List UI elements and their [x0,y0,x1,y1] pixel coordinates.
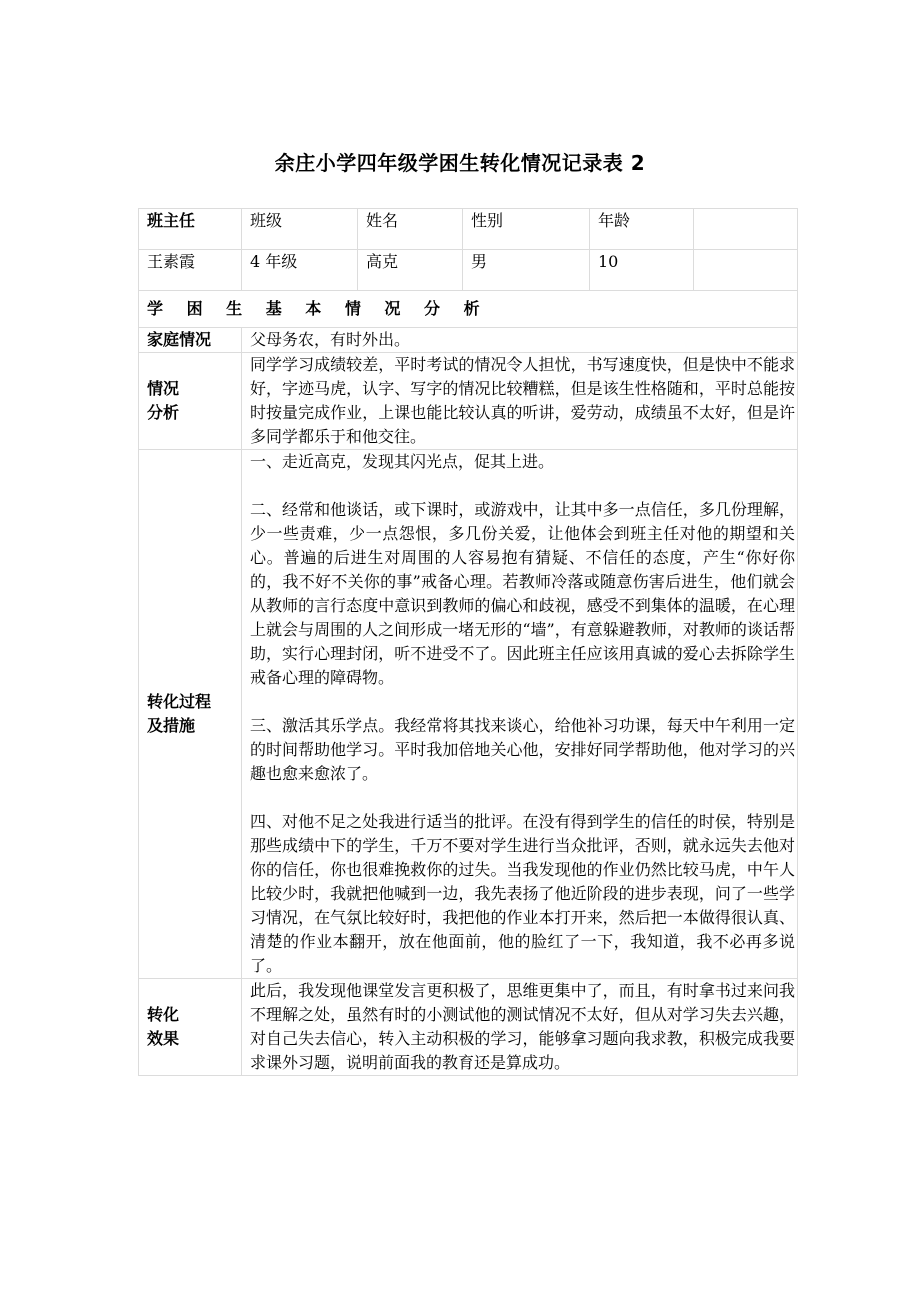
process-label-line2: 及措施 [147,716,196,735]
section-title: 学 困 生 基 本 情 况 分 析 [139,291,798,328]
family-text: 父母务农，有时外出。 [242,328,798,353]
process-paragraph-2: 二、经常和他谈话，或下课时，或游戏中，让其中多一点信任，多几份理解，少一些责难，少一点怨恨，多几份关爱，让他体会到班主任对他的期望和关心。普遍的后进生对周围的人容易抱有猜疑、不信任的态度，产生“你好你的，我不好不关你的事”戒备心理。若教师冷落或随意伤害后进生，他们就会从教师的言行态度中意识到教师的偏心和歧视，感受不到集体的温暖，在心理上就会与周围的人之间形成一堵无形的“墙”，有意躲避教师，对教师的谈话帮助，实行心理封闭，听不进受不了。因此班主任应该用真诚的爱心去拆除学生戒备心理的障碍物。 [250,500,795,687]
family-row [139,328,798,353]
effect-label [139,979,242,1076]
analysis-label-line2: 分析 [147,403,180,422]
analysis-row [139,353,798,450]
process-paragraph-1: 一、走近高克，发现其闪光点，促其上进。 [250,452,555,471]
header-value-row [139,250,798,291]
label-name: 姓名 [358,209,463,250]
value-name: 高克 [358,250,463,291]
value-age: 10 [590,250,694,291]
analysis-label [139,353,242,450]
analysis-label-line1: 情况 [147,379,180,398]
page-title: 余庄小学四年级学困生转化情况记录表 2 [274,151,646,175]
analysis-text: 同学学习成绩较差，平时考试的情况令人担忧，书写速度快，但是快中不能求好，字迹马虎，认字、写字的情况比较糟糕，但是该生性格随和，平时总能按时按量完成作业，上课也能比较认真的听讲，爱劳动，成绩虽不太好，但是许多同学都乐于和他交往。 [242,353,798,450]
process-text [242,450,798,979]
value-head-teacher: 王素霞 [139,250,242,291]
effect-text: 此后，我发现他课堂发言更积极了，思维更集中了，而且，有时拿书过来问我不理解之处，虽然有时的小测试他的测试情况不太好，但从对学习失去兴趣，对自己失去信心，转入主动积极的学习，能够拿习题向我求教，积极完成我要求课外习题，说明前面我的教育还是算成功。 [242,979,798,1076]
family-label: 家庭情况 [139,328,242,353]
label-age: 年龄 [590,209,694,250]
value-class: 4 年级 [242,250,358,291]
process-row [139,450,798,979]
effect-row [139,979,798,1076]
process-label [139,450,242,979]
label-head-teacher: 班主任 [139,209,242,250]
empty-cell [694,250,798,291]
effect-label-line1: 转化 [147,1005,180,1024]
value-gender: 男 [463,250,590,291]
process-label-line1: 转化过程 [147,692,212,711]
section-row [139,291,798,328]
empty-cell [694,209,798,250]
label-gender: 性别 [463,209,590,250]
process-paragraph-4: 四、对他不足之处我进行适当的批评。在没有得到学生的信任的时侯，特别是那些成绩中下的学生，千万不要对学生进行当众批评，否则，就永远失去他对你的信任，你也很难挽救你的过失。当我发现他的作业仍然比较马虎，中午人比较少时，我就把他喊到一边，我先表扬了他近阶段的进步表现，问了一些学习情况，在气氛比较好时，我把他的作业本打开来，然后把一本做得很认真、清楚的作业本翻开，放在他面前，他的脸红了一下，我知道，我不必再多说了。 [250,812,795,975]
process-paragraph-3: 三、激活其乐学点。我经常将其找来谈心，给他补习功课，每天中午利用一定的时间帮助他学习。平时我加倍地关心他，安排好同学帮助他，他对学习的兴趣也愈来愈浓了。 [250,716,795,783]
header-label-row [139,209,798,250]
effect-label-line2: 效果 [147,1029,180,1048]
record-table [138,208,798,1076]
label-class: 班级 [242,209,358,250]
